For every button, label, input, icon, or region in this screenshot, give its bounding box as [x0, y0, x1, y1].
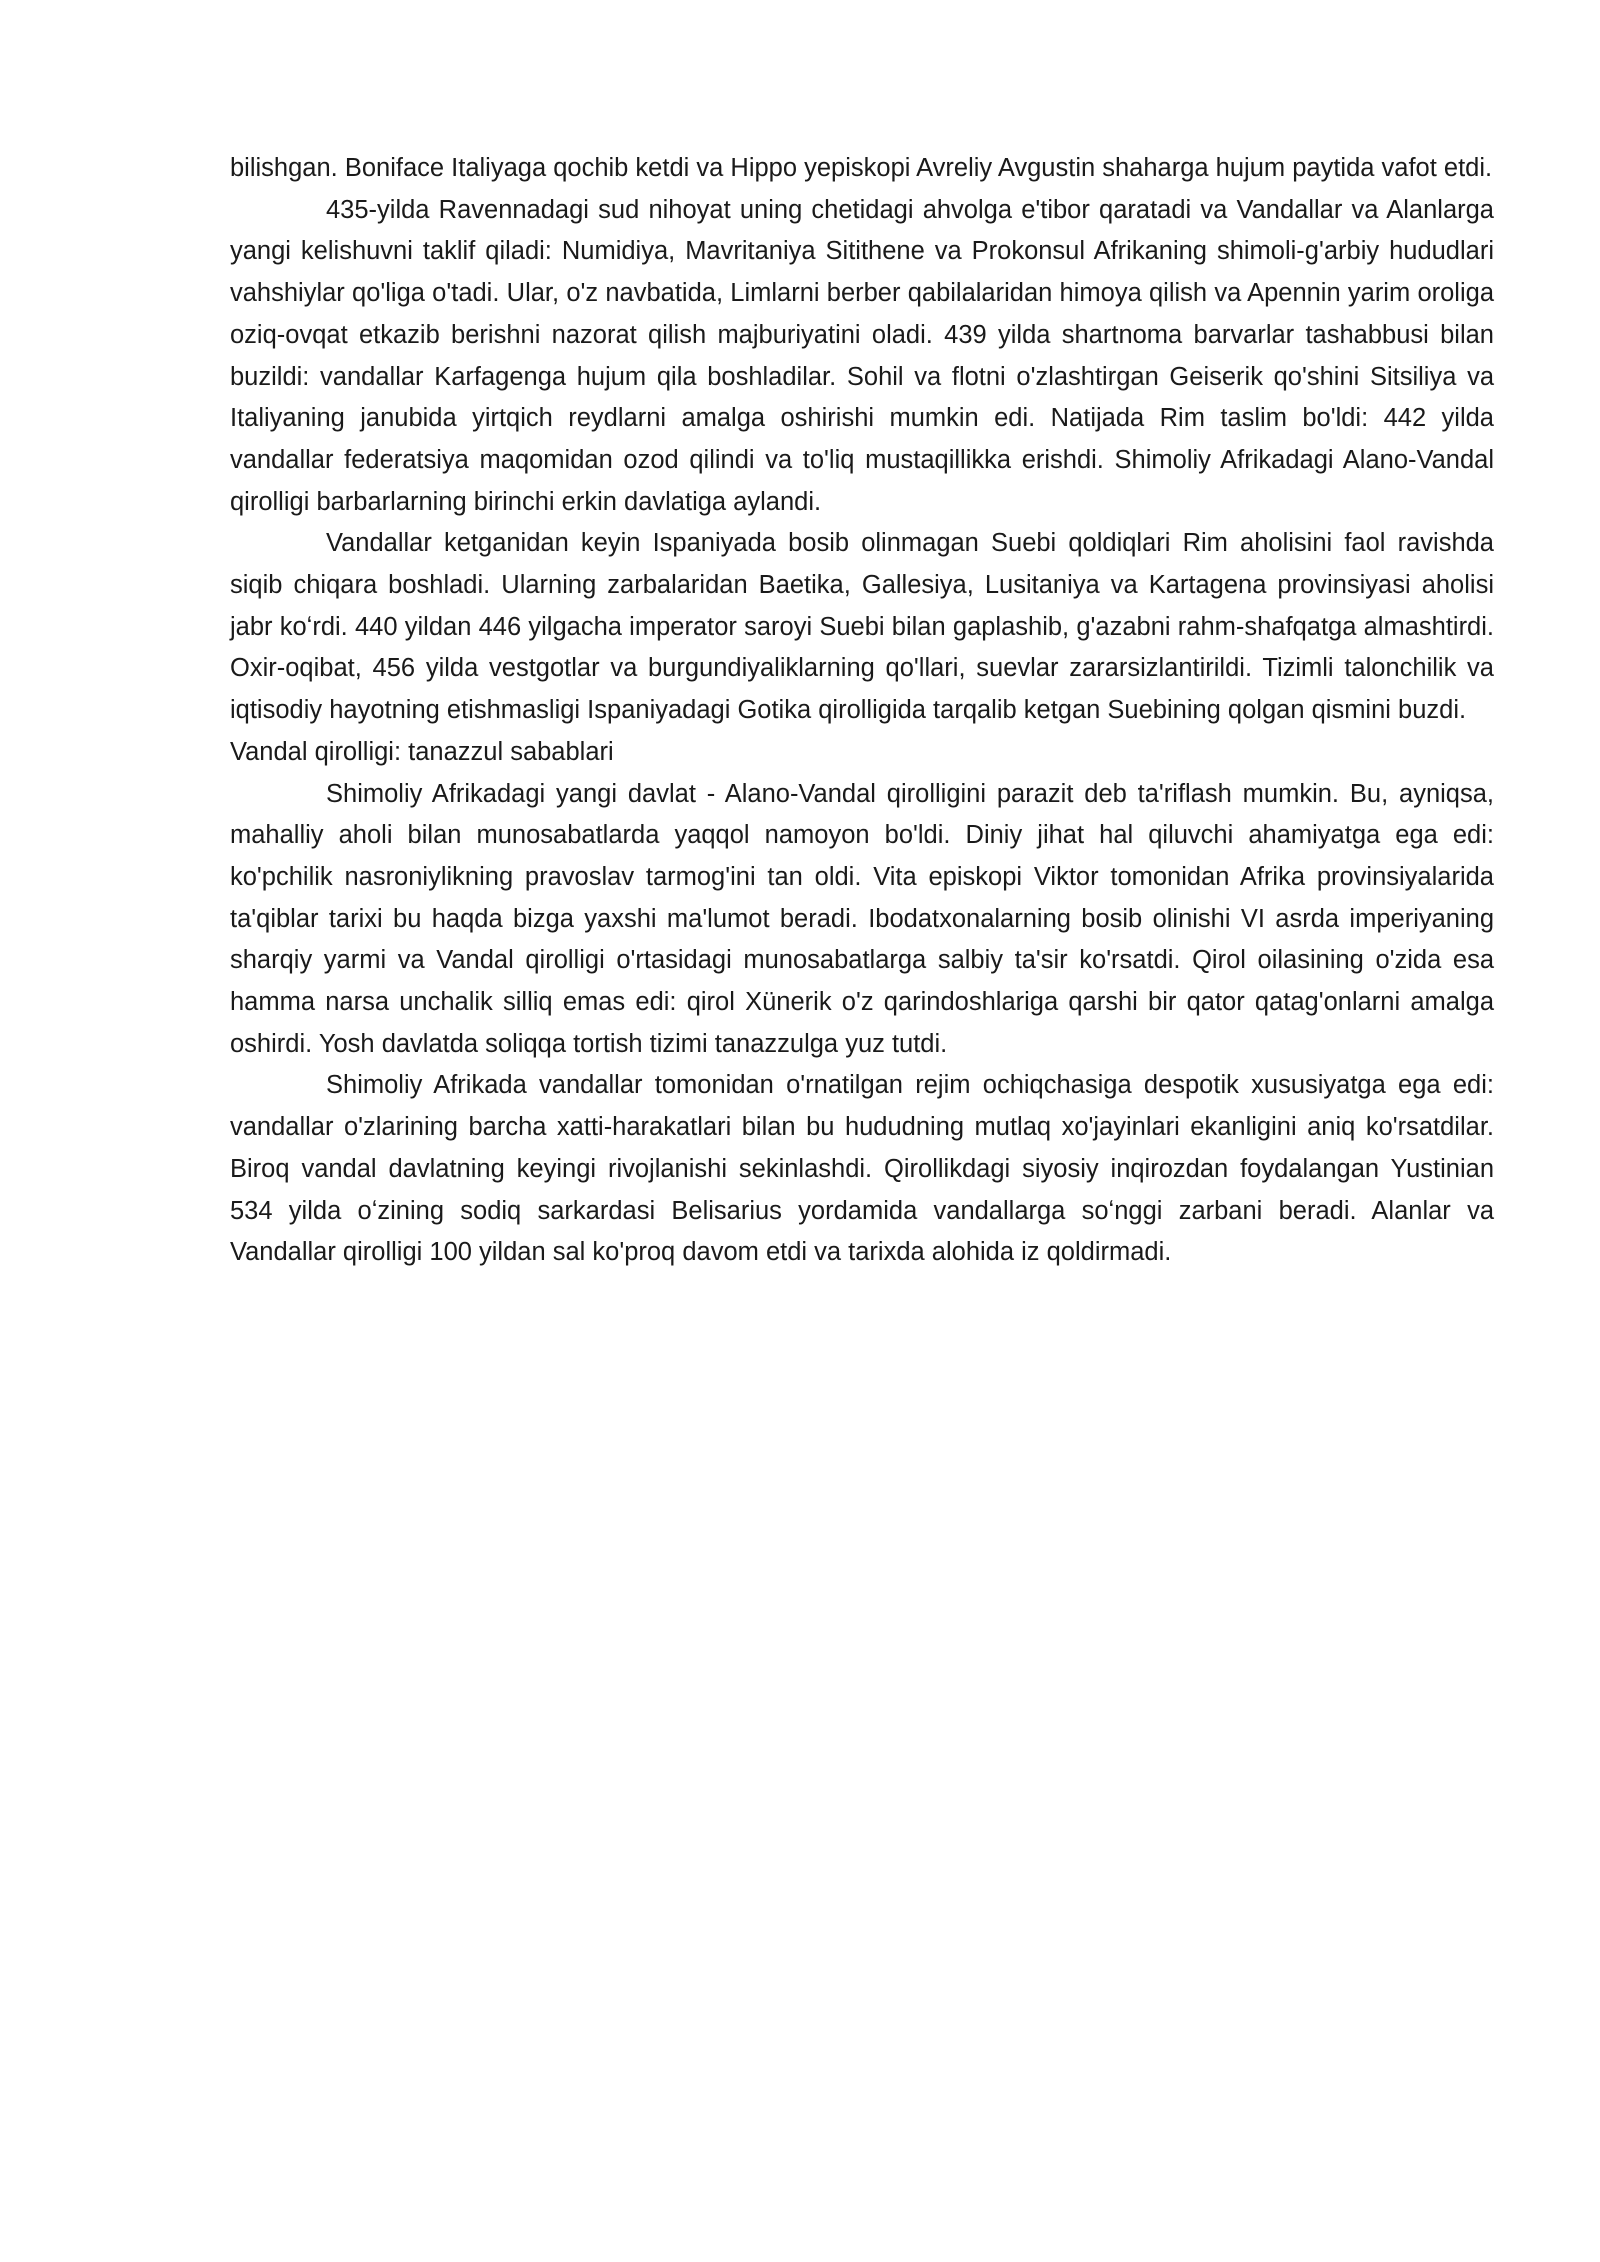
- paragraph-continuation: bilishgan. Boniface Italiyaga qochib ketdi va Hippo yepiskopi Avreliy Avgustin shaharga hujum paytida vafot etdi.: [230, 154, 1493, 182]
- paragraph-alano-vandal-state: Shimoliy Afrikadagi yangi davlat - Alano-Vandal qirolligini parazit deb ta'riflash mumkin. Bu, ayniqsa, mahalliy aholi bilan munosabatlarda yaqqol namoyon bo'ldi. Diniy jihat hal qiluvchi ahamiyatga ega edi: ko'pchilik nasroniylikning pravoslav tarmog'ini tan oldi. Vita episkopi Viktor tomonidan Afrika provinsiyalarida ta'qiblar tarixi bu haqda bizga yaxshi ma'lumot beradi. Ibodatxonalarning bosib olinishi VI asrda imperiyaning sharqiy yarmi va Vandal qirolligi o'rtasidagi munosabatlarga salbiy ta'sir ko'rsatdi. Qirol oilasining o'zida esa hamma narsa unchalik silliq emas edi: qirol Xünerik o'z qarindoshlariga qarshi bir qator qatag'onlarni amalga oshirdi. Yosh davlatda soliqqa tortish tizimi tanazzulga yuz tutdi.: [230, 779, 1494, 1058]
- paragraph-ravenna-treaty: 435-yilda Ravennadagi sud nihoyat uning chetidagi ahvolga e'tibor qaratadi va Vandallar va Alanlarga yangi kelishuvni taklif qiladi: Numidiya, Mavritaniya Sitithene va Prokonsul Afrikaning shimoli-g'arbiy hududlari vahshiylar qo'liga o'tadi. Ular, o'z navbatida, Limlarni berber qabilalaridan himoya qilish va Apennin yarim oroliga oziq-ovqat etkazib berishni nazorat qilish majburiyatini oladi. 439 yilda shartnoma barvarlar tashabbusi bilan buzildi: vandallar Karfagenga hujum qila boshladilar. Sohil va flotni o'zlashtirgan Geiserik qo'shini Sitsiliya va Italiyaning janubida yirtqich reydlarni amalga oshirishi mumkin edi. Natijada Rim taslim bo'ldi: 442 yilda vandallar federatsiya maqomidan ozod qilindi va to'liq mustaqillikka erishdi. Shimoliy Afrikadagi Alano-Vandal qirolligi barbarlarning birinchi erkin davlatiga aylandi.: [230, 195, 1494, 516]
- paragraph-suebi-spain: Vandallar ketganidan keyin Ispaniyada bosib olinmagan Suebi qoldiqlari Rim aholisini faol ravishda siqib chiqara boshladi. Ularning zarbalaridan Baetika, Gallesiya, Lusitaniya va Kartagena provinsiyasi aholisi jabr koʻrdi. 440 yildan 446 yilgacha imperator saroyi Suebi bilan gaplashib, g'azabni rahm-shafqatga almashtirdi. Oxir-oqibat, 456 yilda vestgotlar va burgundiyaliklarning qo'llari, suevlar zararsizlantirildi. Tizimli talonchilik va iqtisodiy hayotning etishmasligi Ispaniyadagi Gotika qirolligida tarqalib ketgan Suebining qolgan qismini buzdi.: [230, 529, 1494, 725]
- paragraph-vandal-regime: Shimoliy Afrikada vandallar tomonidan o'rnatilgan rejim ochiqchasiga despotik xususiyatga ega edi: vandallar o'zlarining barcha xatti-harakatlari bilan bu hududning mutlaq xo'jayinlari ekanligini aniq ko'rsatdilar. Biroq vandal davlatning keyingi rivojlanishi sekinlashdi. Qirollikdagi siyosiy inqirozdan foydalangan Yustinian 534 yilda oʻzining sodiq sarkardasi Belisarius yordamida vandallarga soʻnggi zarbani beradi. Alanlar va Vandallar qirolligi 100 yildan sal ko'proq davom etdi va tarixda alohida iz qoldirmadi.: [230, 1071, 1494, 1267]
- section-heading: Vandal qirolligi: tanazzul sabablari: [230, 737, 614, 766]
- document-body: [230, 148, 1494, 1274]
